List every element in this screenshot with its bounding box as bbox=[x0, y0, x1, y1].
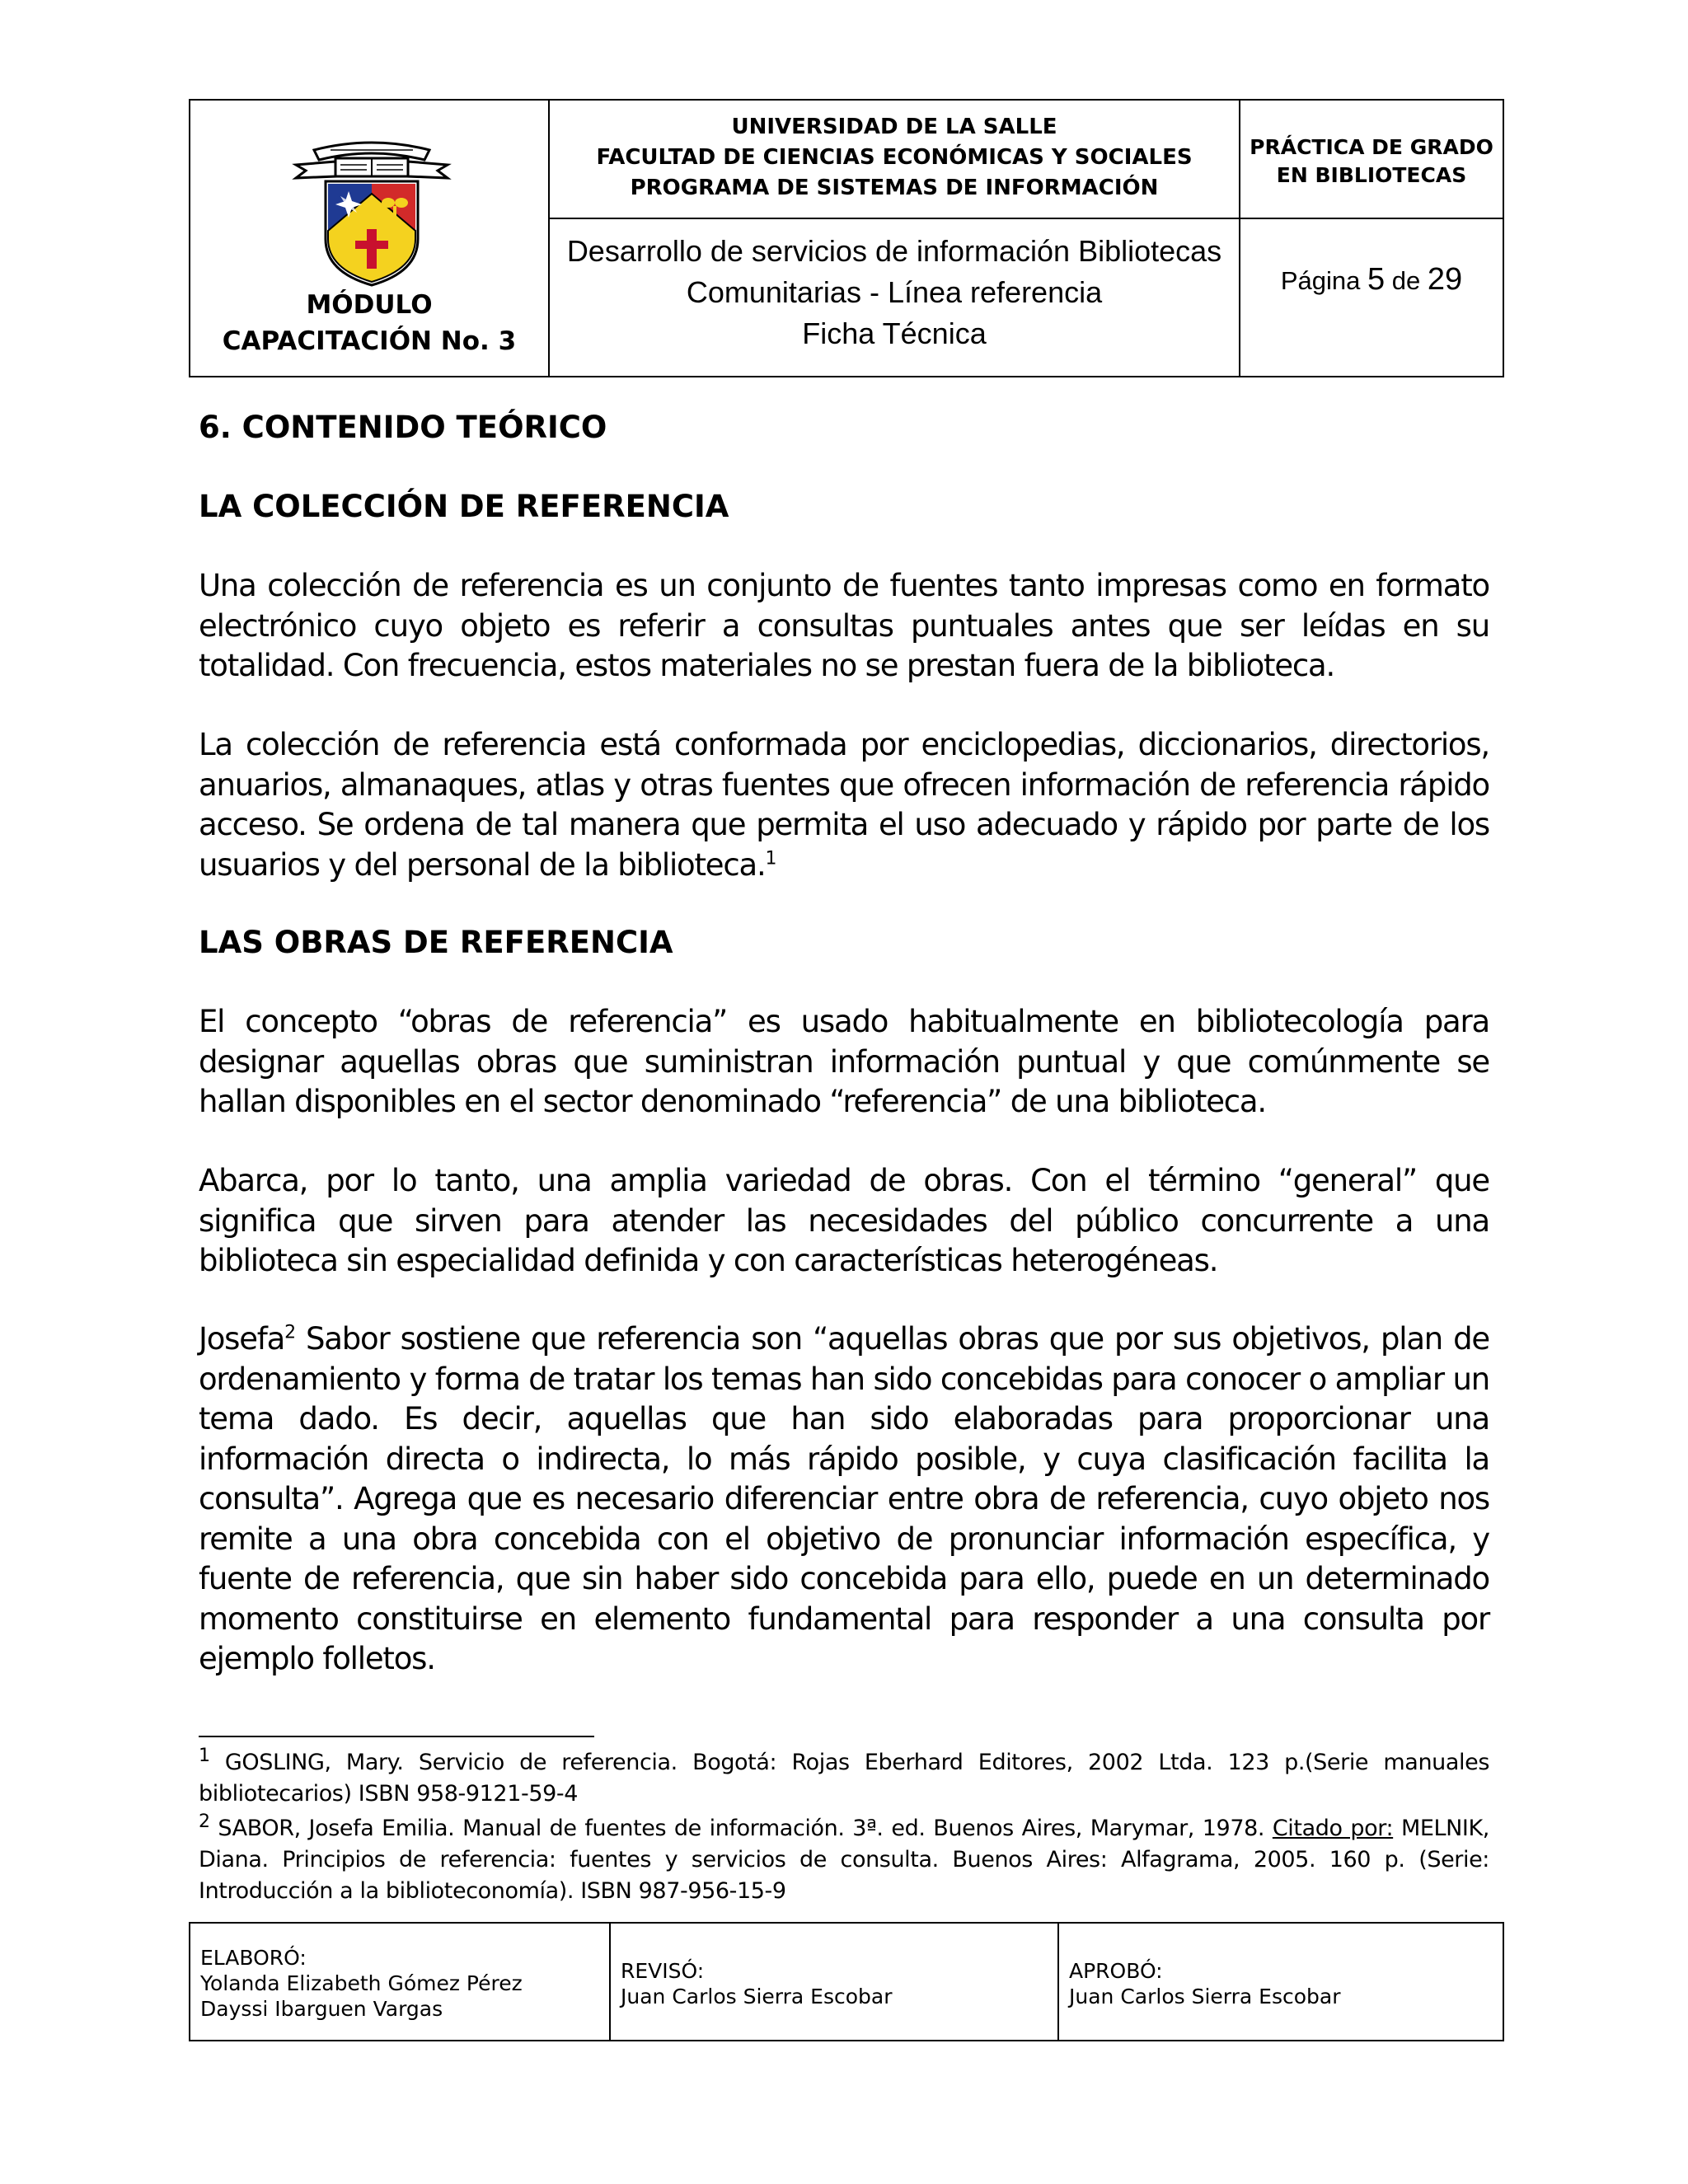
practice-label bbox=[1240, 101, 1503, 219]
elaboro-name-1: Yolanda Elizabeth Gómez Pérez bbox=[200, 1971, 523, 1995]
practice-line-2: EN BIBLIOTECAS bbox=[1276, 163, 1467, 187]
module-number: CAPACITACIÓN No. 3 bbox=[222, 326, 517, 356]
footnote-separator bbox=[199, 1736, 594, 1737]
paragraph-1: Una colección de referencia es un conjunto de fuentes tanto impresas como en formato electrónico cuyo objeto es referir a consultas puntuales antes que ser leídas en su totalidad. Con frecuencia, estos materiales no se prestan fuera de la biblioteca. bbox=[199, 568, 1489, 683]
footnote-1-number: 1 bbox=[199, 1746, 210, 1766]
paragraph-5 bbox=[199, 1319, 1489, 1680]
header-table bbox=[189, 99, 1504, 377]
footnote-ref-2[interactable]: 2 bbox=[284, 1322, 295, 1343]
header-title-cell bbox=[550, 101, 1240, 376]
faculty-name: FACULTAD DE CIENCIAS ECONÓMICAS Y SOCIALES bbox=[596, 145, 1193, 170]
page-label: Página bbox=[1280, 266, 1361, 295]
heading-coleccion: LA COLECCIÓN DE REFERENCIA bbox=[199, 489, 729, 524]
header-logo-cell bbox=[190, 101, 550, 376]
aprobo-label: APROBÓ: bbox=[1069, 1959, 1163, 1983]
aprobo-name: Juan Carlos Sierra Escobar bbox=[1069, 1985, 1341, 2008]
heading-obras: LAS OBRAS DE REFERENCIA bbox=[199, 925, 673, 960]
subtitle-line-1: Desarrollo de servicios de información Bibliotecas bbox=[566, 234, 1222, 268]
module-label: MÓDULO bbox=[306, 290, 433, 320]
elaboro-name-2: Dayssi Ibarguen Vargas bbox=[200, 1997, 443, 2021]
document-subtitle bbox=[550, 219, 1239, 376]
reviso-label: REVISÓ: bbox=[621, 1959, 705, 1983]
module-title bbox=[190, 287, 548, 359]
footer-elaboro bbox=[190, 1924, 611, 2040]
subtitle-line-2: Comunitarias - Línea referencia bbox=[686, 275, 1103, 309]
footnote-ref-1[interactable]: 1 bbox=[765, 848, 776, 869]
footnote-2-text-a: SABOR, Josefa Emilia. Manual de fuentes de información. 3ª. ed. Buenos Aires, Marymar, 1978. bbox=[209, 1816, 1273, 1841]
paragraph-2-text: La colección de referencia está conformada por enciclopedias, diccionarios, directorios, anuarios, almanaques, atlas y otras fuentes que ofrecen información de referencia rápido acceso. Se ordena de tal manera que permita el uso adecuado y rápido por parte de los usuarios y del personal de la biblioteca. bbox=[199, 727, 1489, 883]
footnote-2-number: 2 bbox=[199, 1811, 210, 1832]
institution-block bbox=[550, 101, 1239, 219]
paragraph-2 bbox=[199, 725, 1489, 885]
footer-table bbox=[189, 1922, 1504, 2041]
footnote-1-text: GOSLING, Mary. Servicio de referencia. Bogotá: Rojas Eberhard Editores, 2002 Ltda. 123 p.(Serie manuales bibliotecarios) ISBN 958-9121-59-4 bbox=[199, 1750, 1489, 1807]
university-crest-icon bbox=[289, 132, 454, 288]
program-name: PROGRAMA DE SISTEMAS DE INFORMACIÓN bbox=[630, 176, 1159, 200]
footnote-1 bbox=[199, 1747, 1489, 1810]
footer-aprobo bbox=[1059, 1924, 1503, 2040]
footer-reviso bbox=[611, 1924, 1059, 2040]
page-of: de bbox=[1391, 266, 1421, 295]
footnote-2-cited: Citado por: bbox=[1272, 1816, 1394, 1841]
practice-line-1: PRÁCTICA DE GRADO bbox=[1250, 135, 1493, 159]
page-total: 29 bbox=[1427, 262, 1463, 297]
elaboro-label: ELABORÓ: bbox=[200, 1946, 307, 1970]
footnote-2 bbox=[199, 1813, 1489, 1907]
paragraph-3: El concepto “obras de referencia” es usado habitualmente en bibliotecología para designar aquellas obras que suministran información puntual y que comúnmente se hallan disponibles en el sector denominado “referencia” de una biblioteca. bbox=[199, 1004, 1489, 1119]
footnote-2-text-b: MELNIK, Diana. Principios de referencia: fuentes y servicios de consulta. Buenos Aires: Alfagrama, 2005. 160 p. (Serie: Introducción a la biblioteconomía). ISBN 987-956-15-9 bbox=[199, 1816, 1489, 1904]
paragraph-5-text: Sabor sostiene que referencia son “aquellas obras que por sus objetivos, plan de ordenamiento y forma de tratar los temas han sido concebidas para conocer o ampliar un tema dado. Es decir, aquellas que han sido elaboradas para proporcionar una información directa o indirecta, lo más rápido posible, y cuya clasificación facilita la consulta”. Agrega que es necesario diferenciar entre obra de referencia, cuyo objeto nos remite a una obra concebida con el objetivo de pronunciar información específica, y fuente de referencia, que sin haber sido concebida para ello, puede en un determinado momento constituirse en elemento fundamental para responder a una consulta por ejemplo folletos. bbox=[199, 1321, 1489, 1676]
paragraph-4: Abarca, por lo tanto, una amplia variedad de obras. Con el término “general” que significa que sirven para atender las necesidades del público concurrente a una biblioteca sin especialidad definida y con características heterogéneas. bbox=[199, 1163, 1489, 1278]
page-current: 5 bbox=[1367, 262, 1386, 297]
paragraph-5-start: Josefa bbox=[199, 1321, 285, 1357]
university-name: UNIVERSIDAD DE LA SALLE bbox=[731, 115, 1057, 139]
page-number bbox=[1240, 219, 1503, 376]
reviso-name: Juan Carlos Sierra Escobar bbox=[621, 1985, 893, 2008]
header-info-cell bbox=[1240, 101, 1503, 376]
subtitle-line-3: Ficha Técnica bbox=[802, 316, 987, 350]
section-title: 6. CONTENIDO TEÓRICO bbox=[199, 410, 607, 445]
